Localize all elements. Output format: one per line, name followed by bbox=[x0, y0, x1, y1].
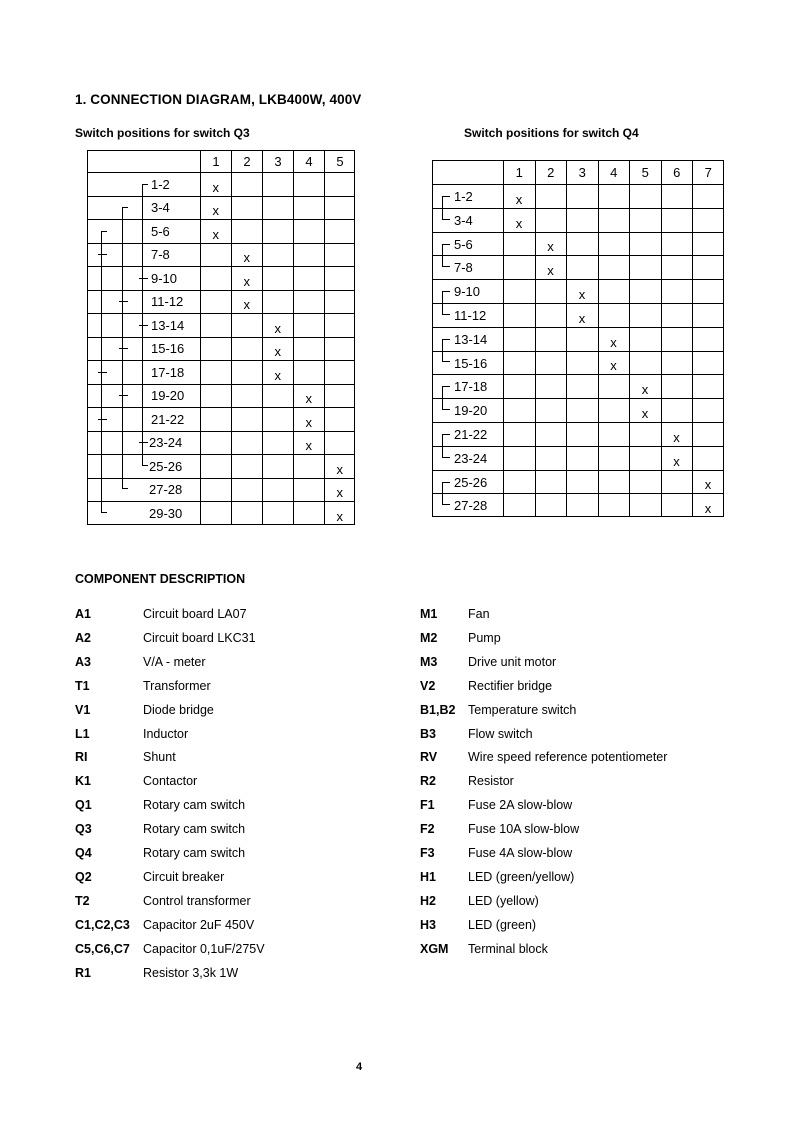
q4-contact-label: 11-12 bbox=[454, 307, 487, 323]
q3-contact-tick bbox=[98, 254, 107, 255]
q3-contact-label: 19-20 bbox=[151, 388, 185, 404]
q4-column-header: 5 bbox=[629, 160, 661, 184]
component-description: Fan bbox=[468, 607, 490, 621]
component-description: Control transformer bbox=[143, 893, 251, 908]
component-code: K1 bbox=[75, 774, 91, 789]
q4-table-frame bbox=[432, 160, 724, 517]
component-code: A3 bbox=[75, 654, 91, 669]
component-code: XGM bbox=[420, 941, 449, 956]
q3-position-mark: x bbox=[305, 391, 312, 407]
q3-switch-table bbox=[87, 150, 355, 525]
component-description: Resistor 3,3k 1W bbox=[143, 965, 239, 980]
component-code: A1 bbox=[75, 607, 91, 621]
q4-contact-label: 3-4 bbox=[454, 212, 473, 228]
q3-column-header: 5 bbox=[324, 150, 355, 172]
q3-position-mark: x bbox=[243, 297, 250, 313]
q4-position-mark: x bbox=[610, 334, 617, 350]
q3-contact-label: 21-22 bbox=[151, 411, 185, 427]
q3-position-mark: x bbox=[243, 250, 250, 266]
q4-contact-label: 1-2 bbox=[454, 188, 473, 204]
component-code: RI bbox=[75, 750, 88, 765]
page-number: 4 bbox=[356, 1061, 363, 1073]
component-code: V2 bbox=[420, 678, 436, 693]
q4-position-mark: x bbox=[578, 310, 586, 326]
component-description: Shunt bbox=[143, 750, 176, 765]
q4-contact-bracket bbox=[442, 244, 450, 268]
q4-position-mark: x bbox=[547, 239, 554, 255]
q3-contact-label: 9-10 bbox=[151, 270, 178, 286]
component-description: Rectifier bridge bbox=[468, 678, 553, 693]
q3-contact-label: 11-12 bbox=[151, 294, 184, 310]
component-code: H2 bbox=[420, 893, 436, 908]
q4-position-mark: x bbox=[673, 429, 680, 445]
q3-column-header: 2 bbox=[231, 150, 262, 172]
component-description: Transformer bbox=[143, 678, 211, 693]
component-code: R2 bbox=[420, 774, 436, 789]
q4-position-mark: x bbox=[641, 406, 649, 422]
component-code: F1 bbox=[420, 798, 435, 813]
component-code: Q2 bbox=[75, 869, 92, 884]
q4-position-mark: x bbox=[578, 287, 586, 303]
component-code: R1 bbox=[75, 965, 91, 980]
q3-contact-tick bbox=[139, 325, 148, 326]
q4-contact-label: 7-8 bbox=[454, 260, 473, 276]
q4-contact-label: 15-16 bbox=[454, 355, 488, 371]
q4-position-mark: x bbox=[641, 382, 649, 398]
q4-column-header: 6 bbox=[661, 160, 693, 184]
q3-contact-tick bbox=[119, 301, 128, 302]
component-code: V1 bbox=[75, 702, 91, 717]
q3-contact-tick bbox=[98, 372, 107, 373]
component-description: Circuit board LA07 bbox=[143, 607, 247, 621]
component-code: Q4 bbox=[75, 846, 92, 860]
q4-title: Switch positions for switch Q4 bbox=[464, 126, 639, 140]
q4-column-header: 3 bbox=[566, 160, 598, 184]
component-code: H3 bbox=[420, 917, 436, 932]
q3-position-mark: x bbox=[212, 203, 219, 219]
component-description: Pump bbox=[468, 630, 501, 645]
q3-contact-tick bbox=[119, 395, 128, 396]
component-code: Q3 bbox=[75, 822, 92, 837]
q4-contact-bracket bbox=[442, 339, 450, 363]
component-code: M1 bbox=[420, 607, 438, 621]
q3-position-mark: x bbox=[305, 414, 312, 430]
component-description: Temperature switch bbox=[468, 702, 577, 717]
q3-contact-label: 13-14 bbox=[151, 317, 185, 333]
q3-contact-label: 25-26 bbox=[149, 458, 183, 474]
q4-column-header: 1 bbox=[503, 160, 535, 184]
component-description: LED (green/yellow) bbox=[468, 869, 575, 884]
q3-position-mark: x bbox=[305, 438, 312, 454]
q4-contact-bracket bbox=[442, 482, 450, 506]
q3-column-header: 4 bbox=[293, 150, 324, 172]
component-description: Wire speed reference potentiometer bbox=[468, 750, 668, 765]
q4-contact-label: 19-20 bbox=[454, 403, 488, 419]
q3-contact-label: 5-6 bbox=[151, 223, 170, 239]
component-code: B3 bbox=[420, 726, 436, 741]
component-description: LED (yellow) bbox=[468, 893, 539, 908]
q3-column-header: 3 bbox=[262, 150, 293, 172]
component-description: Inductor bbox=[143, 726, 189, 741]
q3-position-mark: x bbox=[212, 226, 219, 242]
component-description: Fuse 4A slow-blow bbox=[468, 846, 573, 860]
q4-contact-label: 25-26 bbox=[454, 474, 488, 490]
component-description: Resistor bbox=[468, 774, 514, 789]
component-description: Circuit breaker bbox=[143, 869, 225, 884]
q3-position-mark: x bbox=[336, 485, 343, 501]
q3-contact-label: 27-28 bbox=[149, 482, 183, 498]
component-code: M2 bbox=[420, 630, 438, 645]
q4-contact-label: 13-14 bbox=[454, 331, 488, 347]
q4-contact-label: 5-6 bbox=[454, 236, 473, 252]
q4-contact-label: 27-28 bbox=[454, 498, 488, 514]
component-code: A2 bbox=[75, 630, 91, 645]
component-code: F2 bbox=[420, 822, 435, 837]
q3-contact-label: 23-24 bbox=[149, 435, 183, 451]
q4-contact-label: 17-18 bbox=[454, 379, 488, 395]
q3-contact-label: 17-18 bbox=[151, 364, 185, 380]
q4-position-mark: x bbox=[673, 453, 680, 469]
component-code: M3 bbox=[420, 654, 438, 669]
q3-position-mark: x bbox=[274, 320, 281, 336]
component-description: Drive unit motor bbox=[468, 654, 557, 669]
component-code: T2 bbox=[75, 893, 90, 908]
component-code: C1,C2,C3 bbox=[75, 917, 130, 932]
component-code: B1,B2 bbox=[420, 702, 456, 717]
component-description: Diode bridge bbox=[143, 702, 214, 717]
component-code: H1 bbox=[420, 869, 436, 884]
q3-contact-tick bbox=[139, 442, 148, 443]
q3-contact-label: 3-4 bbox=[151, 200, 170, 216]
q4-column-header: 2 bbox=[535, 160, 567, 184]
q3-contact-label: 1-2 bbox=[151, 176, 170, 192]
component-description: Fuse 10A slow-blow bbox=[468, 822, 580, 837]
component-description: Capacitor 0,1uF/275V bbox=[143, 941, 265, 956]
component-description: Rotary cam switch bbox=[143, 846, 246, 860]
q4-column-header: 7 bbox=[692, 160, 724, 184]
q4-position-mark: x bbox=[704, 477, 712, 493]
q4-position-mark: x bbox=[515, 191, 523, 207]
q4-position-mark: x bbox=[515, 215, 523, 231]
q4-switch-table bbox=[432, 160, 724, 517]
component-code: C5,C6,C7 bbox=[75, 941, 130, 956]
q3-contact-label: 7-8 bbox=[151, 247, 170, 263]
q4-position-mark: x bbox=[547, 263, 554, 279]
q4-contact-label: 21-22 bbox=[454, 426, 488, 442]
component-description: V/A - meter bbox=[143, 654, 206, 669]
q4-contact-label: 9-10 bbox=[454, 284, 481, 300]
component-code: Q1 bbox=[75, 798, 92, 813]
q3-position-mark: x bbox=[212, 179, 219, 195]
q3-position-mark: x bbox=[336, 508, 343, 524]
q4-contact-label: 23-24 bbox=[454, 450, 488, 466]
q3-title: Switch positions for switch Q3 bbox=[75, 126, 250, 140]
q3-position-mark: x bbox=[274, 344, 281, 360]
component-description: Rotary cam switch bbox=[143, 798, 246, 813]
q4-contact-bracket bbox=[442, 196, 450, 220]
q3-contact-label: 15-16 bbox=[151, 341, 185, 357]
component-description: Capacitor 2uF 450V bbox=[143, 917, 255, 932]
q4-contact-bracket bbox=[442, 291, 450, 315]
q4-position-mark: x bbox=[610, 358, 617, 374]
q3-contact-label: 29-30 bbox=[149, 505, 183, 521]
component-description: Terminal block bbox=[468, 941, 548, 956]
component-code: T1 bbox=[75, 678, 90, 693]
q4-position-mark: x bbox=[704, 501, 712, 517]
q4-contact-bracket bbox=[442, 386, 450, 410]
q3-position-mark: x bbox=[274, 367, 281, 383]
q4-contact-bracket bbox=[442, 434, 450, 458]
component-description: Flow switch bbox=[468, 726, 533, 741]
section-heading: 1. CONNECTION DIAGRAM, LKB400W, 400V bbox=[75, 92, 362, 107]
q3-contact-tick bbox=[139, 278, 148, 279]
component-code: RV bbox=[420, 750, 438, 765]
component-description: Circuit board LKC31 bbox=[143, 630, 256, 645]
q3-position-mark: x bbox=[243, 273, 250, 289]
component-description-title: COMPONENT DESCRIPTION bbox=[75, 572, 246, 586]
q4-column-header: 4 bbox=[598, 160, 630, 184]
q3-contact-tick bbox=[98, 419, 107, 420]
component-description: Fuse 2A slow-blow bbox=[468, 798, 573, 813]
q3-position-mark: x bbox=[336, 461, 343, 477]
q3-contact-tick bbox=[119, 348, 128, 349]
component-description: LED (green) bbox=[468, 917, 537, 932]
component-code: F3 bbox=[420, 846, 435, 860]
component-description: Rotary cam switch bbox=[143, 822, 246, 837]
component-code: L1 bbox=[75, 726, 90, 741]
q3-column-header: 1 bbox=[200, 150, 231, 172]
component-description: Contactor bbox=[143, 774, 198, 789]
